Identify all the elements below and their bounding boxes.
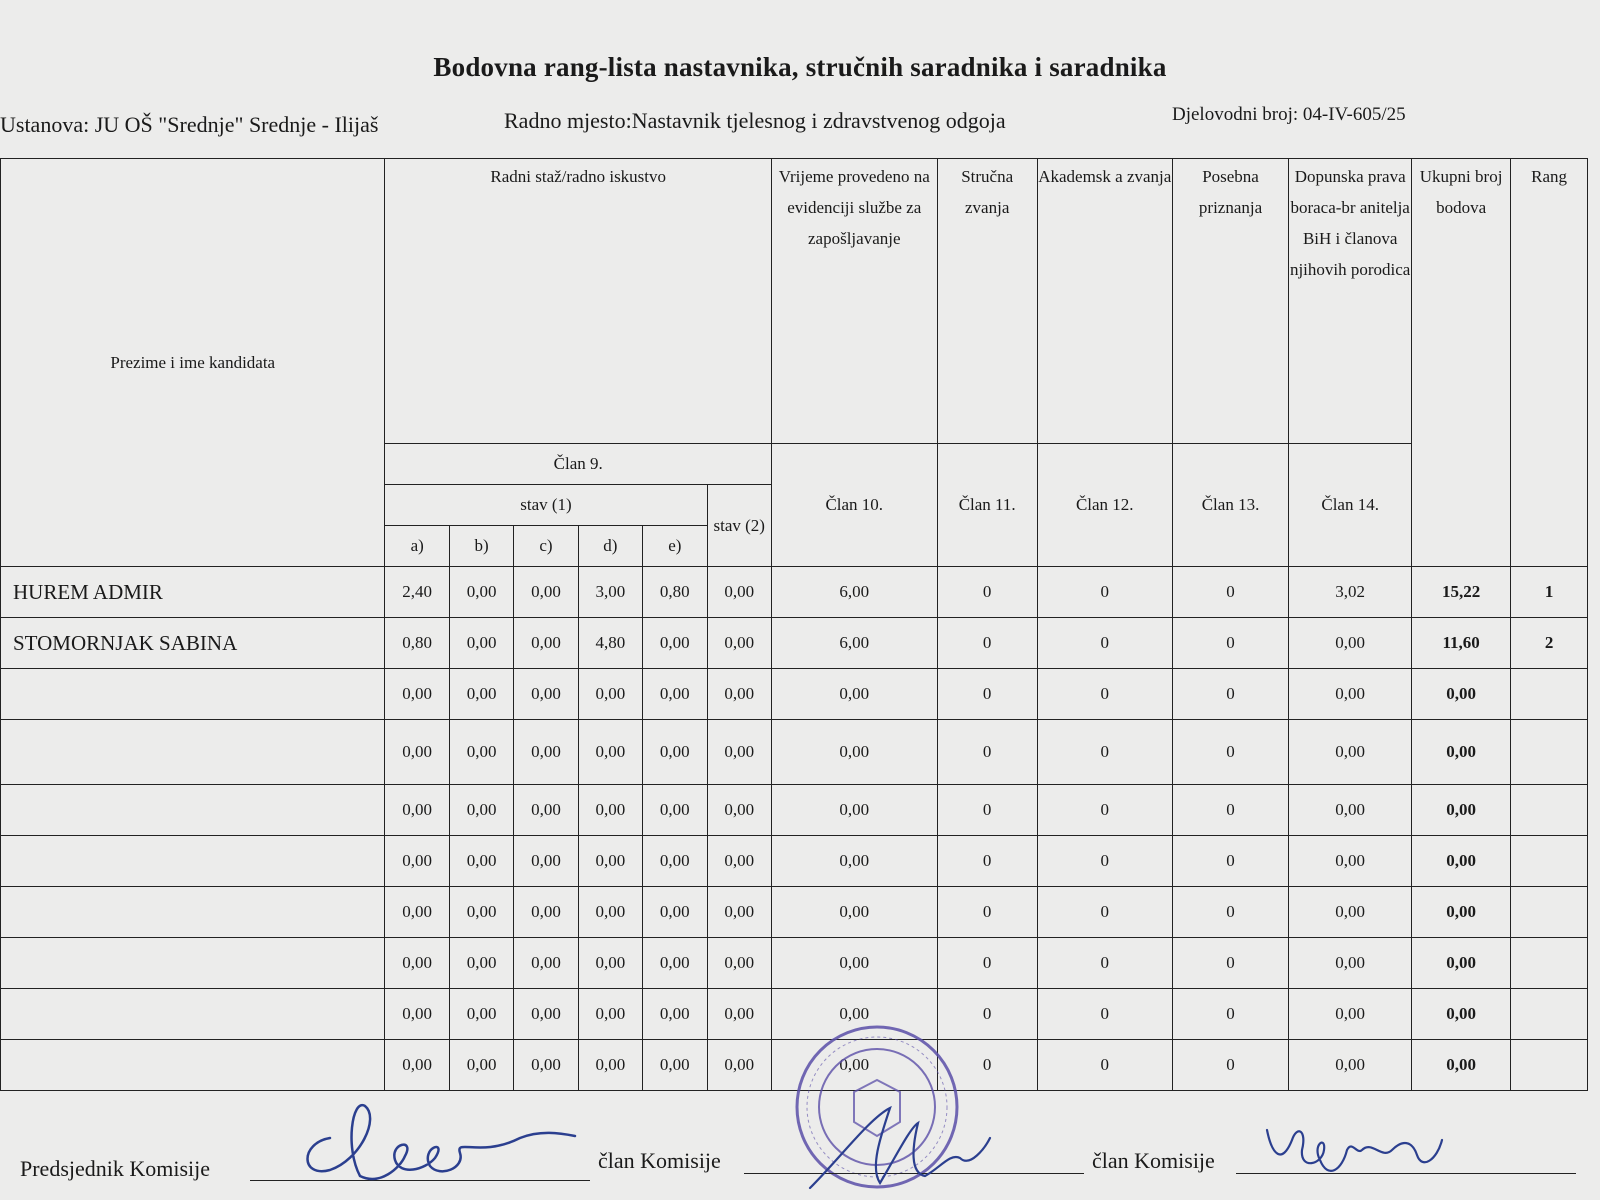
cell-name: [1, 1040, 385, 1091]
cell-name: [1, 989, 385, 1040]
cell-clan11: 0: [937, 669, 1037, 720]
cell-clan10: 0,00: [771, 989, 937, 1040]
cell-rang: [1511, 989, 1588, 1040]
cell-clan11: 0: [937, 887, 1037, 938]
cell-total: 0,00: [1412, 1040, 1511, 1091]
table-row: [1, 618, 1588, 669]
cell-clan11: 0: [937, 836, 1037, 887]
cell-d: 0,00: [578, 720, 642, 785]
cell-clan10: 0,00: [771, 720, 937, 785]
cell-stav2: 0,00: [707, 785, 771, 836]
cell-b: 0,00: [449, 669, 513, 720]
cell-name: [1, 887, 385, 938]
cell-a: 0,00: [385, 720, 449, 785]
cell-clan12: 0: [1037, 785, 1172, 836]
cell-rang: 1: [1511, 567, 1588, 618]
header-radni-staz: Radni staž/radno iskustvo: [385, 159, 771, 444]
cell-rang: [1511, 836, 1588, 887]
cell-a: 0,00: [385, 989, 449, 1040]
cell-e: 0,00: [643, 938, 707, 989]
header-sub-b: b): [449, 526, 513, 567]
cell-b: 0,00: [449, 720, 513, 785]
cell-stav2: 0,00: [707, 618, 771, 669]
header-clan12: Član 12.: [1037, 444, 1172, 567]
header-dopunska-prava: Dopunska prava boraca-br anitelja BiH i članova njihovih porodica: [1289, 159, 1412, 444]
cell-name: [1, 938, 385, 989]
cell-clan10: 0,00: [771, 836, 937, 887]
cell-a: 0,80: [385, 618, 449, 669]
cell-a: 0,00: [385, 938, 449, 989]
cell-clan10: 6,00: [771, 618, 937, 669]
cell-clan12: 0: [1037, 836, 1172, 887]
table-row: [1, 785, 1588, 836]
header-clan10: Član 10.: [771, 444, 937, 567]
cell-rang: 2: [1511, 618, 1588, 669]
cell-c: 0,00: [514, 567, 578, 618]
cell-clan12: 0: [1037, 720, 1172, 785]
cell-rang: [1511, 785, 1588, 836]
cell-e: 0,00: [643, 669, 707, 720]
header-clan9: Član 9.: [385, 444, 771, 485]
header-sub-e: e): [643, 526, 707, 567]
cell-d: 0,00: [578, 785, 642, 836]
cell-b: 0,00: [449, 618, 513, 669]
signature-clan-1: [800, 1098, 1000, 1198]
table-row: [1, 720, 1588, 785]
table-row: [1, 836, 1588, 887]
cell-stav2: 0,00: [707, 836, 771, 887]
radno-mjesto-label: Radno mjesto:Nastavnik tjelesnog i zdravstvenog odgoja: [504, 108, 1006, 133]
cell-clan14: 3,02: [1289, 567, 1412, 618]
predsjednik-komisije-label: Predsjednik Komisije: [20, 1156, 211, 1181]
cell-d: 0,00: [578, 836, 642, 887]
cell-name: [1, 720, 385, 785]
table-row: [1, 567, 1588, 618]
cell-clan14: 0,00: [1289, 887, 1412, 938]
cell-total: 11,60: [1412, 618, 1511, 669]
cell-total: 0,00: [1412, 785, 1511, 836]
header-stav2: stav (2): [707, 485, 771, 567]
cell-c: 0,00: [514, 989, 578, 1040]
cell-total: 0,00: [1412, 887, 1511, 938]
cell-name: [1, 785, 385, 836]
cell-b: 0,00: [449, 887, 513, 938]
cell-d: 0,00: [578, 938, 642, 989]
cell-b: 0,00: [449, 567, 513, 618]
cell-clan14: 0,00: [1289, 1040, 1412, 1091]
cell-stav2: 0,00: [707, 669, 771, 720]
cell-clan12: 0: [1037, 567, 1172, 618]
table-row: [1, 887, 1588, 938]
djelovodni-broj-label: Djelovodni broj: 04-IV-605/25: [1172, 104, 1406, 125]
cell-c: 0,00: [514, 669, 578, 720]
cell-clan12: 0: [1037, 887, 1172, 938]
cell-c: 0,00: [514, 785, 578, 836]
signature-clan-2: [1262, 1110, 1452, 1190]
cell-clan10: 0,00: [771, 1040, 937, 1091]
cell-clan14: 0,00: [1289, 836, 1412, 887]
cell-b: 0,00: [449, 938, 513, 989]
cell-a: 2,40: [385, 567, 449, 618]
ranking-table: [0, 158, 1588, 1091]
header-sub-c: c): [514, 526, 578, 567]
cell-e: 0,00: [643, 720, 707, 785]
cell-clan11: 0: [937, 989, 1037, 1040]
cell-clan14: 0,00: [1289, 720, 1412, 785]
cell-clan13: 0: [1172, 989, 1289, 1040]
cell-clan10: 0,00: [771, 887, 937, 938]
header-clan14: Član 14.: [1289, 444, 1412, 567]
cell-clan13: 0: [1172, 720, 1289, 785]
cell-clan13: 0: [1172, 887, 1289, 938]
clan-komisije-label-1: član Komisije: [598, 1148, 721, 1173]
cell-clan11: 0: [937, 1040, 1037, 1091]
cell-clan11: 0: [937, 720, 1037, 785]
header-clan13: Član 13.: [1172, 444, 1289, 567]
cell-c: 0,00: [514, 836, 578, 887]
header-name: Prezime i ime kandidata: [1, 159, 385, 567]
header-sub-d: d): [578, 526, 642, 567]
cell-a: 0,00: [385, 1040, 449, 1091]
cell-total: 0,00: [1412, 836, 1511, 887]
cell-b: 0,00: [449, 1040, 513, 1091]
header-strucna-zvanja: Stručna zvanja: [937, 159, 1037, 444]
header-vrijeme: Vrijeme provedeno na evidenciji službe za zapošljavanje: [771, 159, 937, 444]
cell-clan10: 0,00: [771, 938, 937, 989]
cell-e: 0,00: [643, 887, 707, 938]
cell-clan10: 6,00: [771, 567, 937, 618]
cell-rang: [1511, 887, 1588, 938]
cell-b: 0,00: [449, 989, 513, 1040]
cell-clan11: 0: [937, 938, 1037, 989]
cell-rang: [1511, 669, 1588, 720]
cell-name: [1, 669, 385, 720]
header-akademska-zvanja: Akademsk a zvanja: [1037, 159, 1172, 444]
cell-stav2: 0,00: [707, 887, 771, 938]
cell-total: 0,00: [1412, 938, 1511, 989]
cell-e: 0,00: [643, 785, 707, 836]
cell-clan13: 0: [1172, 836, 1289, 887]
cell-c: 0,00: [514, 618, 578, 669]
cell-stav2: 0,00: [707, 567, 771, 618]
cell-clan12: 0: [1037, 1040, 1172, 1091]
cell-rang: [1511, 720, 1588, 785]
cell-name: [1, 836, 385, 887]
signature-predsjednik: [290, 1098, 590, 1188]
cell-name: STOMORNJAK SABINA: [1, 618, 385, 669]
cell-clan12: 0: [1037, 618, 1172, 669]
cell-stav2: 0,00: [707, 989, 771, 1040]
cell-total: 15,22: [1412, 567, 1511, 618]
cell-rang: [1511, 938, 1588, 989]
cell-d: 0,00: [578, 669, 642, 720]
cell-total: 0,00: [1412, 669, 1511, 720]
cell-c: 0,00: [514, 938, 578, 989]
cell-e: 0,80: [643, 567, 707, 618]
header-clan11: Član 11.: [937, 444, 1037, 567]
cell-clan14: 0,00: [1289, 669, 1412, 720]
cell-clan13: 0: [1172, 938, 1289, 989]
cell-d: 4,80: [578, 618, 642, 669]
cell-clan10: 0,00: [771, 785, 937, 836]
cell-b: 0,00: [449, 836, 513, 887]
cell-clan14: 0,00: [1289, 618, 1412, 669]
cell-clan14: 0,00: [1289, 989, 1412, 1040]
cell-d: 0,00: [578, 989, 642, 1040]
cell-stav2: 0,00: [707, 1040, 771, 1091]
header-rang: Rang: [1511, 159, 1588, 567]
cell-clan13: 0: [1172, 1040, 1289, 1091]
cell-e: 0,00: [643, 1040, 707, 1091]
cell-total: 0,00: [1412, 989, 1511, 1040]
cell-clan13: 0: [1172, 618, 1289, 669]
cell-clan13: 0: [1172, 567, 1289, 618]
cell-a: 0,00: [385, 836, 449, 887]
cell-stav2: 0,00: [707, 720, 771, 785]
cell-rang: [1511, 1040, 1588, 1091]
cell-d: 3,00: [578, 567, 642, 618]
cell-clan13: 0: [1172, 669, 1289, 720]
cell-clan11: 0: [937, 785, 1037, 836]
cell-c: 0,00: [514, 1040, 578, 1091]
cell-a: 0,00: [385, 887, 449, 938]
cell-e: 0,00: [643, 989, 707, 1040]
header-ukupni-bodovi: Ukupni broj bodova: [1412, 159, 1511, 567]
cell-stav2: 0,00: [707, 938, 771, 989]
header-stav1: stav (1): [385, 485, 707, 526]
cell-clan11: 0: [937, 567, 1037, 618]
cell-c: 0,00: [514, 887, 578, 938]
cell-c: 0,00: [514, 720, 578, 785]
cell-name: HUREM ADMIR: [1, 567, 385, 618]
cell-clan12: 0: [1037, 938, 1172, 989]
header-sub-a: a): [385, 526, 449, 567]
cell-clan14: 0,00: [1289, 938, 1412, 989]
page-title: Bodovna rang-lista nastavnika, stručnih saradnika i saradnika: [433, 52, 1167, 82]
cell-b: 0,00: [449, 785, 513, 836]
cell-e: 0,00: [643, 836, 707, 887]
cell-a: 0,00: [385, 669, 449, 720]
cell-clan12: 0: [1037, 989, 1172, 1040]
clan-komisije-label-2: član Komisije: [1092, 1148, 1215, 1173]
table-row: [1, 938, 1588, 989]
table-row: [1, 669, 1588, 720]
cell-e: 0,00: [643, 618, 707, 669]
header-posebna-priznanja: Posebna priznanja: [1172, 159, 1289, 444]
cell-clan14: 0,00: [1289, 785, 1412, 836]
cell-clan11: 0: [937, 618, 1037, 669]
cell-total: 0,00: [1412, 720, 1511, 785]
cell-clan12: 0: [1037, 669, 1172, 720]
cell-clan13: 0: [1172, 785, 1289, 836]
cell-a: 0,00: [385, 785, 449, 836]
ustanova-label: Ustanova: JU OŠ "Srednje" Srednje - Ilijaš: [0, 112, 379, 137]
cell-clan10: 0,00: [771, 669, 937, 720]
cell-d: 0,00: [578, 887, 642, 938]
cell-d: 0,00: [578, 1040, 642, 1091]
